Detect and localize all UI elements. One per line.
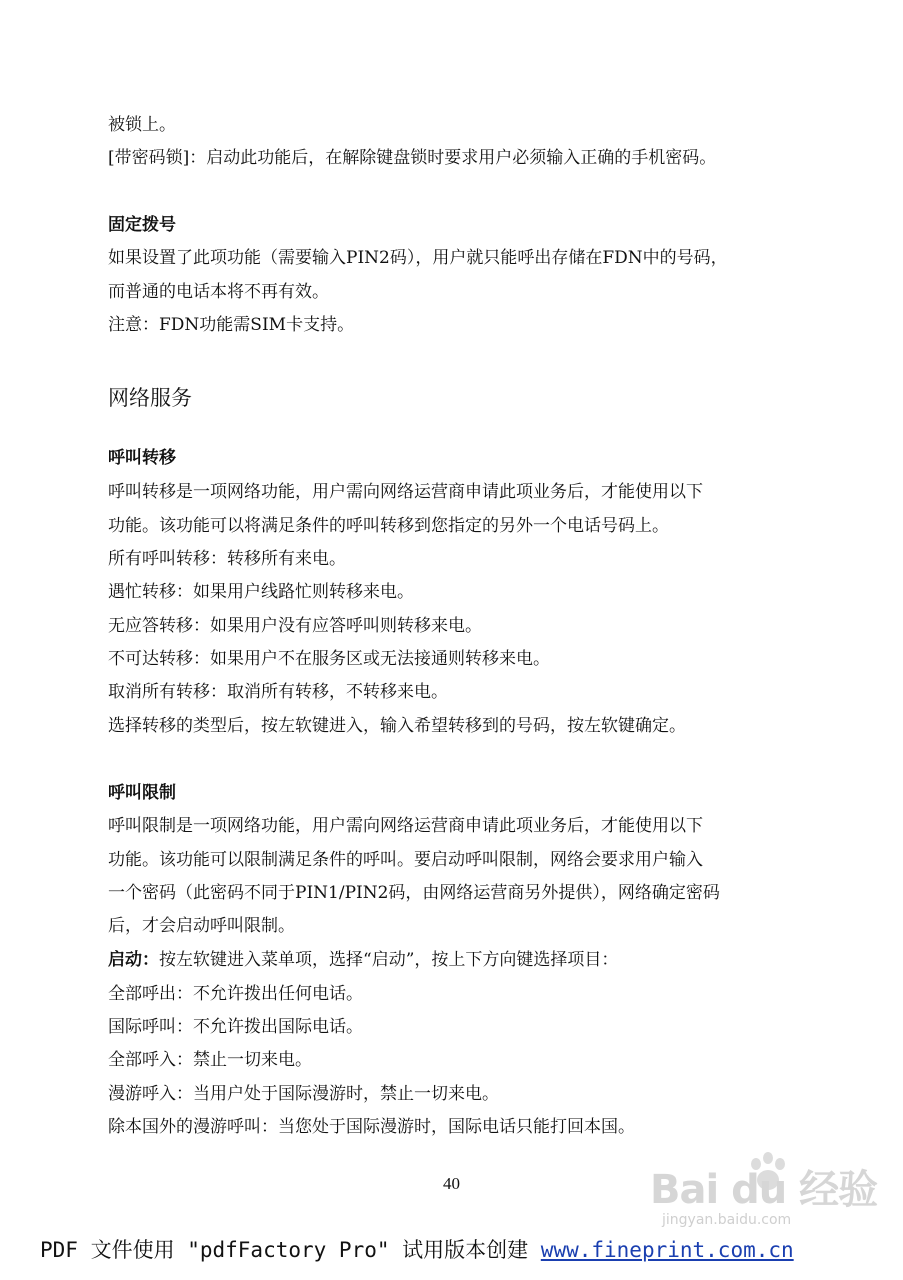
text-line: 后，才会启动呼叫限制。	[108, 916, 295, 936]
text-line: 一个密码（此密码不同于PIN1/PIN2码，由网络运营商另外提供），网络确定密码	[108, 883, 720, 903]
text-line: 全部呼入：禁止一切来电。	[108, 1050, 312, 1070]
section-heading: 固定拨号	[108, 215, 176, 235]
text-line: 注意：FDN功能需SIM卡支持。	[108, 315, 355, 335]
text-line: 被锁上。	[108, 115, 176, 135]
page-number: 40	[443, 1174, 460, 1193]
text-line: 取消所有转移：取消所有转移，不转移来电。	[108, 682, 448, 702]
pdf-footer	[40, 1234, 794, 1264]
inline-text: 按左软键进入菜单项，选择“启动”，按上下方向键选择项目：	[159, 950, 619, 970]
text-line: 如果设置了此项功能（需要输入PIN2码），用户就只能呼出存储在FDN中的号码，	[108, 248, 728, 268]
text-line: [带密码锁]：启动此功能后，在解除键盘锁时要求用户必须输入正确的手机密码。	[108, 148, 717, 168]
text-line: 选择转移的类型后，按左软键进入，输入希望转移到的号码，按左软键确定。	[108, 716, 686, 736]
text-line: 呼叫限制是一项网络功能，用户需向网络运营商申请此项业务后，才能使用以下	[108, 816, 703, 836]
text-line: 功能。该功能可以限制满足条件的呼叫。要启动呼叫限制，网络会要求用户输入	[108, 850, 703, 870]
section-heading: 呼叫限制	[108, 783, 176, 803]
text-line: 所有呼叫转移：转移所有来电。	[108, 549, 346, 569]
footer-text: PDF 文件使用 "pdfFactory Pro" 试用版本创建	[40, 1238, 541, 1262]
section-heading: 呼叫转移	[108, 448, 176, 468]
watermark-url: jingyan.baidu.com	[662, 1212, 792, 1228]
text-line: 无应答转移：如果用户没有应答呼叫则转移来电。	[108, 616, 482, 636]
text-line	[108, 948, 618, 972]
chapter-heading: 网络服务	[108, 386, 192, 410]
text-line: 而普通的电话本将不再有效。	[108, 282, 329, 302]
baidu-watermark	[650, 1150, 880, 1230]
footer-link[interactable]: www.fineprint.com.cn	[540, 1238, 794, 1262]
text-line: 国际呼叫：不允许拨出国际电话。	[108, 1017, 363, 1037]
watermark-logo: Bai du 经验	[650, 1167, 878, 1213]
text-line: 漫游呼入：当用户处于国际漫游时，禁止一切来电。	[108, 1084, 499, 1104]
text-line: 不可达转移：如果用户不在服务区或无法接通则转移来电。	[108, 649, 550, 669]
text-line: 全部呼出：不允许拨出任何电话。	[108, 984, 363, 1004]
text-line: 除本国外的漫游呼叫：当您处于国际漫游时，国际电话只能打回本国。	[108, 1117, 635, 1137]
text-line: 遇忙转移：如果用户线路忙则转移来电。	[108, 582, 414, 602]
text-line: 呼叫转移是一项网络功能，用户需向网络运营商申请此项业务后，才能使用以下	[108, 482, 703, 502]
text-line: 功能。该功能可以将满足条件的呼叫转移到您指定的另外一个电话号码上。	[108, 516, 669, 536]
inline-bold-label: 启动：	[108, 950, 159, 970]
